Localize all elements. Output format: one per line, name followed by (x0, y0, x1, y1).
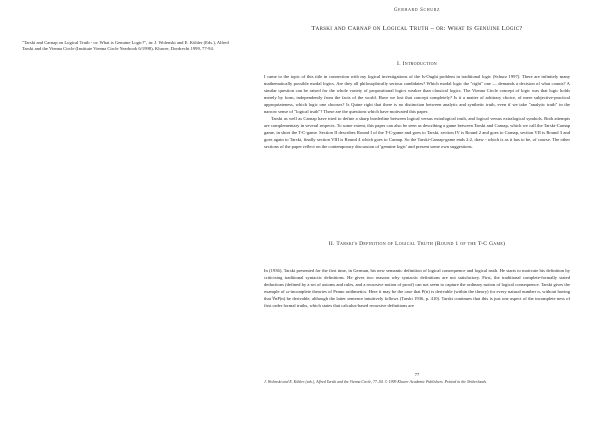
left-page (0, 0, 250, 424)
section-heading-introduction: I. Introduction (397, 61, 437, 67)
right-page (262, 0, 600, 424)
tarski-section-body (264, 267, 570, 309)
running-head: Gerhard Schurz (393, 8, 441, 13)
body-paragraph: I came to the topic of this title in connection with my logical investigations of the Is-Ought problem in traditional logic (Schurz 1997). There are infinitely many mathematically possible modal logics. Are they all philosophically serious candidates? Which modal logic the "right" one — demands a decision of what counts? A similar question can be raised for the whole variety of propositional logics weaker than classical logics. The Vienna Circle concept of logic was that logic holds merely by form, independently from the facts of the world. Have we lost that concept completely? Is it a matter of arbitrary choice, of mere subjective-practical appropriateness, which logic one chooses? Is Quine right that there is no distinction between analytic and synthetic truth, even if we take "analytic truth" in the narrow sense of "logical truth"? These are the questions which have motivated this paper. (264, 74, 570, 115)
paper-title: Tarski and Carnap on Logical Truth – or: What Is Genuine Logic? (311, 25, 523, 32)
body-paragraph: Tarski as well as Carnap have tried to define a sharp borderline between logical versus extralogical truth, and logical versus extralogical symbols. Both attempts are complementary in several respects. To some extent, this paper can also be seen as describing a game between Tarski and Carnap, which we call the Tarski-Carnap game, in short the T-C-game. Section II describes Round I of the T-C-game and goes to Tarski, section IV is Round 2 and goes to Carnap, section VII is Round 3 and goes again to Tarski, finally section VIII is Round 4 which goes to Carnap. So the Tarski-Carnap-game ends 2:2, draw - which is as it has to be, of course. The other sections of the paper reflect on the contemporary discussion of 'genuine logic' and present some own suggestions. (264, 116, 570, 150)
page-number: 77 (414, 372, 420, 377)
citation-note: "Tarski and Carnap on Logical Truth - or: What is Genuine Logic?", in: J. Wolenski and E. Köhler (Eds.), Alfred Tarski and the Vienna Circle (Institute Vienna Circle Yearbook 6/1998), Kluwer, Dordrecht 1999, 77-94. (22, 40, 229, 52)
section-heading-tarski-definition: II. Tarski's Definition of Logical Truth (Round 1 of the T-C Game) (328, 241, 506, 247)
introduction-body (264, 73, 570, 151)
body-paragraph: In (1936), Tarski presented for the first time, in German, his new semantic definition of logical consequence and logical truth. He starts to motivate his definition by criticising traditional syntactic definitions. He gives two reasons why syntactic definitions are not satisfactory. First, the traditional complete-formally stated deductions (defined by a set of axioms and rules, and a recursive notion of proof) can not seem to capture the ordinary notion of logical consequence. Tarski gives the example of ω-incomplete theories of Peano arithmetics. Here it may be the case that P(n) is derivable (within the theory) for every natural number n, without having that ∀nP(n) be derivable, although the latter sentence intuitively follows (Tarski 1936, p. 410). Tarski continues that this is just one aspect of the incomplete ness of first order formal truths, which states that calculus-based recursive definitions are (264, 268, 570, 309)
publisher-footer: J. Wolenski and E. Köhler (eds.), Alfred Tarski and the Vienna Circle, 77–94. © 1999 Kluwer Academic Publishers. Printed in the Netherlands. (264, 380, 487, 384)
